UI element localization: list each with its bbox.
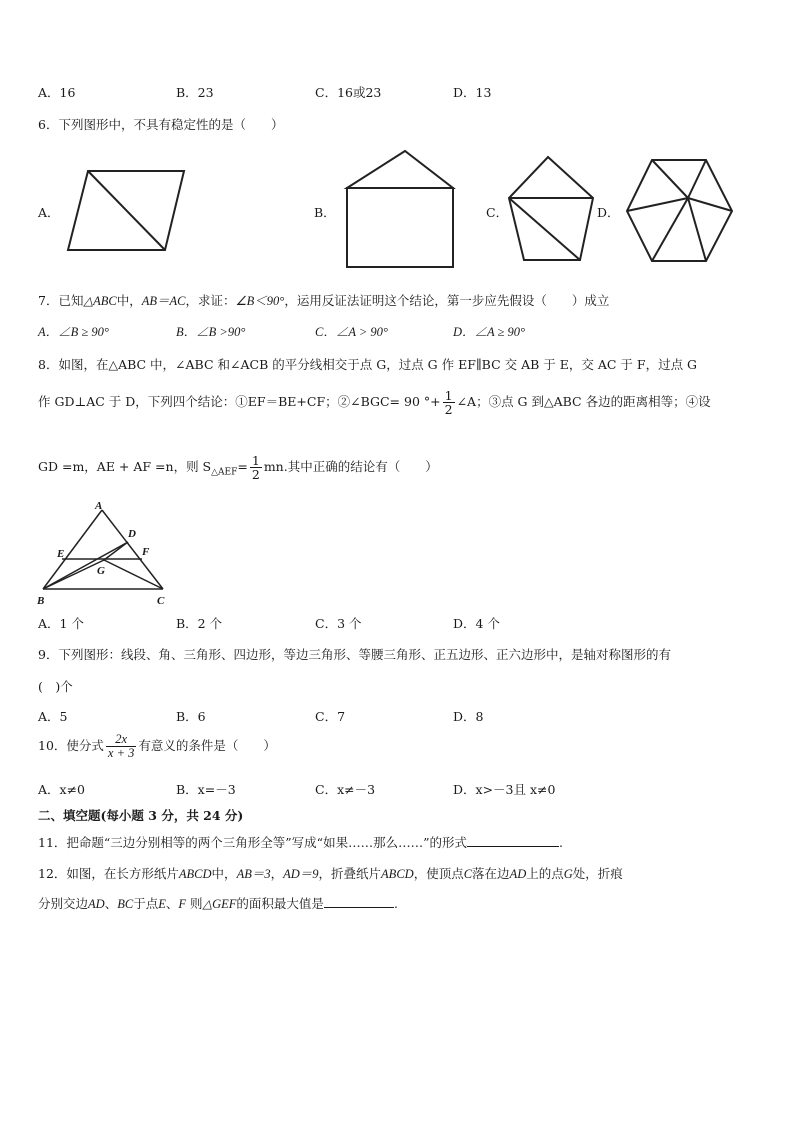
- q7-text-2: 中，: [116, 293, 142, 308]
- q8-option-b: B．2 个: [176, 616, 223, 631]
- q11-stem: [38, 833, 563, 851]
- q8-line-3: [38, 454, 438, 481]
- q9-option-d: D．8: [453, 709, 484, 724]
- point-label-e: E: [57, 548, 65, 560]
- q8-fraction-half-2: [250, 454, 262, 481]
- q12-side-ad-2: AD: [88, 897, 105, 911]
- q6-figure-d-hexagon: [622, 155, 737, 267]
- q12-text-2c: 则: [189, 896, 203, 911]
- q12-side-ad: AD: [509, 867, 527, 881]
- q10-text-pre: 10．使分式: [38, 738, 104, 754]
- q6-stem: 6．下列图形中，不具有稳定性的是（ ）: [38, 117, 284, 132]
- point-label-a: A: [95, 500, 103, 512]
- q8-line-3-text-b: mn.其中正确的结论有（ ）: [263, 459, 438, 475]
- q8-line-2-text-b: ∠A；③点 G 到△ABC 各边的距离相等；④设: [456, 394, 711, 410]
- q9-line-1: 9．下列图形：线段、角、三角形、四边形，等边三角形、等腰三角形、正五边形、正六边形中，是轴对称图形的有: [38, 647, 671, 662]
- point-label-g: G: [97, 565, 105, 577]
- q12-text-2d: 的面积最大值是: [236, 896, 324, 911]
- q8-area-subscript: △AEF: [211, 467, 238, 478]
- q12-line-1: [38, 864, 623, 882]
- hexagon-shape: [627, 160, 732, 261]
- q7-text-4: ，运用反证法证明这个结论，第一步应先假设（ ）成立: [284, 293, 610, 308]
- q12-answer-blank[interactable]: [324, 907, 394, 908]
- q8-option-d: D．4 个: [453, 616, 500, 631]
- hexagon-line-5: [688, 198, 706, 261]
- q10-fraction: [106, 733, 136, 760]
- q8-line-2-text-a: 作 GD⊥AC 于 D，下列四个结论：①EF＝BE+CF；②∠BGC= 90 °+: [38, 394, 441, 410]
- q12-rect-name-2: ABCD: [381, 867, 414, 881]
- q6-label-a: A．: [38, 205, 60, 220]
- q12-sep: 、: [104, 896, 118, 911]
- q9-option-c: C．7: [315, 709, 346, 724]
- q12-text-2b: 于点: [133, 896, 159, 911]
- segment-ab: [43, 510, 102, 589]
- q12-vertex-c: C: [463, 867, 473, 881]
- q5-option-a: A．16: [38, 85, 76, 100]
- segment-ac: [102, 510, 163, 589]
- house-roof: [347, 151, 453, 188]
- q12-text-2a: 分别交边: [38, 896, 89, 911]
- hexagon-line-6: [652, 198, 688, 261]
- q12-triangle: △GEF: [202, 897, 237, 911]
- q7-option-d: D．∠A ≥ 90°: [453, 325, 526, 339]
- q7-equation: AB＝AC: [141, 294, 186, 308]
- q7-stem: [38, 291, 609, 309]
- q7-triangle: △ABC: [83, 294, 117, 308]
- q5-option-d: D．13: [453, 85, 492, 100]
- q12-line-2: [38, 894, 398, 912]
- q11-text: 11．把命题“三边分别相等的两个三角形全等”写成“如果……那么……”的形式: [38, 835, 467, 850]
- bisector-cg: [104, 560, 163, 589]
- q12-text-1g: 处，折痕: [572, 866, 623, 881]
- q7-option-b: B．∠B >90°: [176, 325, 246, 339]
- q10-option-a: A．x≠0: [38, 782, 86, 797]
- q11-answer-blank[interactable]: [467, 846, 559, 847]
- q8-fraction-2-denominator: 2: [251, 467, 260, 483]
- q12-text-1e: 落在边: [472, 866, 510, 881]
- q5-option-c: C．16或23: [315, 85, 382, 100]
- q8-fraction-half: [443, 389, 455, 416]
- q12-rect-name: ABCD: [178, 867, 212, 881]
- q10-stem: [38, 733, 276, 760]
- q8-fraction-2-numerator: 1: [251, 453, 260, 468]
- q6-label-b: B．: [314, 205, 336, 220]
- q7-text-1: 7．已知: [38, 293, 84, 308]
- q8-line-1: 8．如图，在△ABC 中，∠ABC 和∠ACB 的平分线相交于点 G，过点 G 作 EF∥BC 交 AB 于 E，交 AC 于 F，过点 G: [38, 357, 698, 372]
- q12-point-f: F: [178, 897, 186, 911]
- hexagon-line-1: [627, 198, 688, 211]
- point-label-f: F: [142, 546, 150, 558]
- house-body: [347, 188, 453, 267]
- q12-comma: ，: [270, 866, 284, 881]
- q12-text-1a: 12．如图，在长方形纸片: [38, 866, 179, 881]
- q12-end: .: [393, 896, 398, 911]
- hexagon-line-2: [652, 160, 688, 198]
- point-label-d: D: [128, 528, 136, 540]
- q8-option-a: A．1 个: [38, 616, 84, 631]
- q12-side-bc: BC: [117, 897, 134, 911]
- q10-option-d: D．x>－3且 x≠0: [453, 782, 556, 797]
- q10-option-c: C．x≠－3: [315, 782, 376, 797]
- q7-option-a: A．∠B ≥ 90°: [38, 325, 109, 339]
- parallelogram-diagonal: [88, 171, 165, 250]
- q8-line-3-text-a: GD =m，AE + AF =n，则 S: [38, 459, 212, 475]
- q8-fraction-denominator: 2: [444, 402, 453, 418]
- q6-figure-a-parallelogram: [60, 165, 190, 255]
- q10-numerator: 2x: [106, 733, 136, 747]
- q12-sep-2: 、: [165, 896, 179, 911]
- q12-text-1b: 中，: [211, 866, 237, 881]
- q12-text-1c: ，折叠纸片: [318, 866, 382, 881]
- q9-line-2: ( )个: [38, 679, 73, 694]
- q8-option-c: C．3 个: [315, 616, 362, 631]
- q9-option-a: A．5: [38, 709, 68, 724]
- q6-label-d: D．: [597, 205, 620, 220]
- q8-triangle-figure: [35, 500, 175, 608]
- q5-option-b: B．23: [176, 85, 214, 100]
- q7-condition: ∠B＜90°: [235, 294, 285, 308]
- q10-denominator: x + 3: [107, 746, 135, 761]
- q8-equals: =: [237, 459, 248, 475]
- q7-option-c: C．∠A > 90°: [315, 325, 388, 339]
- q12-ad-length: AD＝9: [283, 867, 319, 881]
- q12-point-g: G: [563, 867, 573, 881]
- section-2-heading: 二、填空题(每小题 3 分，共 24 分): [38, 808, 244, 823]
- q6-figure-b-house: [340, 145, 460, 273]
- pentagon-diagonal-2: [509, 198, 580, 260]
- point-label-c: C: [157, 595, 165, 607]
- q12-text-1d: ，使顶点: [413, 866, 464, 881]
- point-label-b: B: [37, 595, 45, 607]
- q7-text-3: ，求证：: [185, 293, 236, 308]
- q9-option-b: B．6: [176, 709, 206, 724]
- q10-option-b: B．x=－3: [176, 782, 236, 797]
- q11-end: .: [558, 835, 563, 850]
- q8-line-2: [38, 389, 711, 416]
- q6-label-c: C．: [486, 205, 509, 220]
- q6-figure-c-pentagon: [503, 150, 598, 265]
- q8-fraction-numerator: 1: [444, 388, 453, 403]
- q12-point-e: E: [158, 897, 166, 911]
- q12-ab-length: AB＝3: [236, 867, 271, 881]
- hexagon-line-3: [688, 160, 706, 198]
- q10-text-post: 有意义的条件是（ ）: [138, 738, 276, 754]
- q12-text-1f: 上的点: [526, 866, 564, 881]
